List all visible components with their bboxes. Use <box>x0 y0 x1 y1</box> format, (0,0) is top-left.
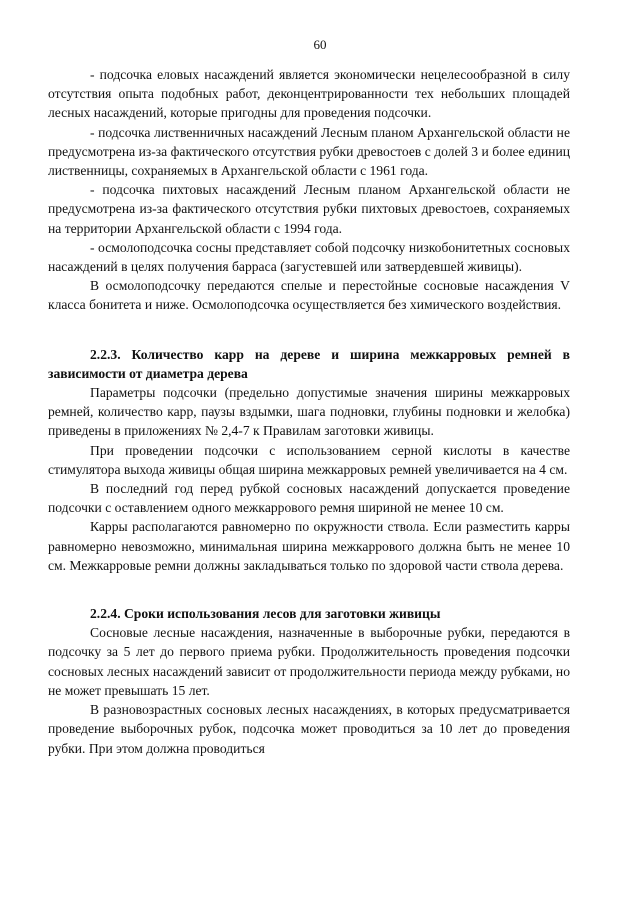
paragraph-sulfuric-acid: При проведении подсочки с использованием серной кислоты в качестве стимулятора выхода живицы общая ширина межкарровых ремней увеличивается на 4 см. <box>48 442 570 477</box>
paragraph-selective-cutting: Сосновые лесные насаждения, назначенные в выборочные рубки, передаются в подсочку за 5 лет до первого приема рубки. Продолжительность проведения подсочки сосновых лесных насаждений зависит от продолжительности периода между рубками, но не может превышать 15 лет. <box>48 625 570 698</box>
section-spacer <box>48 575 570 604</box>
paragraph-carre-placement: Карры располагаются равномерно по окружности ствола. Если разместить карры равномерно невозможно, минимальная ширина межкаррового должна быть не менее 10 см. Межкарровые ремни должны закладываться только по здоровой части ствола дерева. <box>48 519 570 573</box>
paragraph-last-year: В последний год перед рубкой сосновых насаждений допускается проведение подсочки с оставлением одного межкаррового ремня шириной не менее 10 см. <box>48 481 570 516</box>
section-heading-2-2-3: 2.2.3. Количество карр на дереве и ширина межкарровых ремней в зависимости от диаметра дерева <box>48 346 570 381</box>
paragraph-uneven-aged-stands: В разновозрастных сосновых лесных насаждениях, в которых предусматривается проведение выборочных рубок, подсочка может проводиться за 10 лет до проведения рубки. При этом должна проводиться <box>48 702 570 756</box>
paragraph-tapping-parameters: Параметры подсочки (предельно допустимые значения ширины межкарровых ремней, количество карр, паузы вздымки, шага подновки, глубины подновки и желобка) приведены в приложениях № 2,4-7 к Правилам заготовки живицы. <box>48 385 570 439</box>
section-heading-2-2-4: 2.2.4. Сроки использования лесов для заготовки живицы <box>90 606 441 622</box>
page-content <box>48 65 570 758</box>
paragraph-fir-tapping: - подсочка пихтовых насаждений Лесным планом Архангельской области не предусмотрена из-за фактического отсутствия рубки пихтовых древостоев, сохраняемых на территории Архангельской области с 1994 года. <box>48 182 570 236</box>
paragraph-resin-tapping-stands: В осмолоподсочку передаются спелые и перестойные сосновые насаждения V класса бонитета и ниже. Осмолоподсочка осуществляется без химического воздействия. <box>48 278 570 313</box>
page-number: 60 <box>313 37 327 52</box>
paragraph-larch-tapping: - подсочка лиственничных насаждений Лесным планом Архангельской области не предусмотрена из-за фактического отсутствия рубки древостоев с долей 3 и более единиц лиственницы, сохраняемых в Архангельской области с 1961 года. <box>48 124 570 179</box>
paragraph-spruce-tapping: - подсочка еловых насаждений является экономически нецелесообразной в силу отсутствия опыта подобных работ, деконцентрированности тех небольших площадей лесных насаждений, которые пригодны для проведения подсочки. <box>48 67 570 121</box>
section-spacer <box>48 315 570 345</box>
paragraph-pine-resin-tapping: - осмолоподсочка сосны представляет собой подсочку низкобонитетных сосновых насаждений в целях получения барраса (загустевшей или затвердевшей живицы). <box>48 239 570 275</box>
